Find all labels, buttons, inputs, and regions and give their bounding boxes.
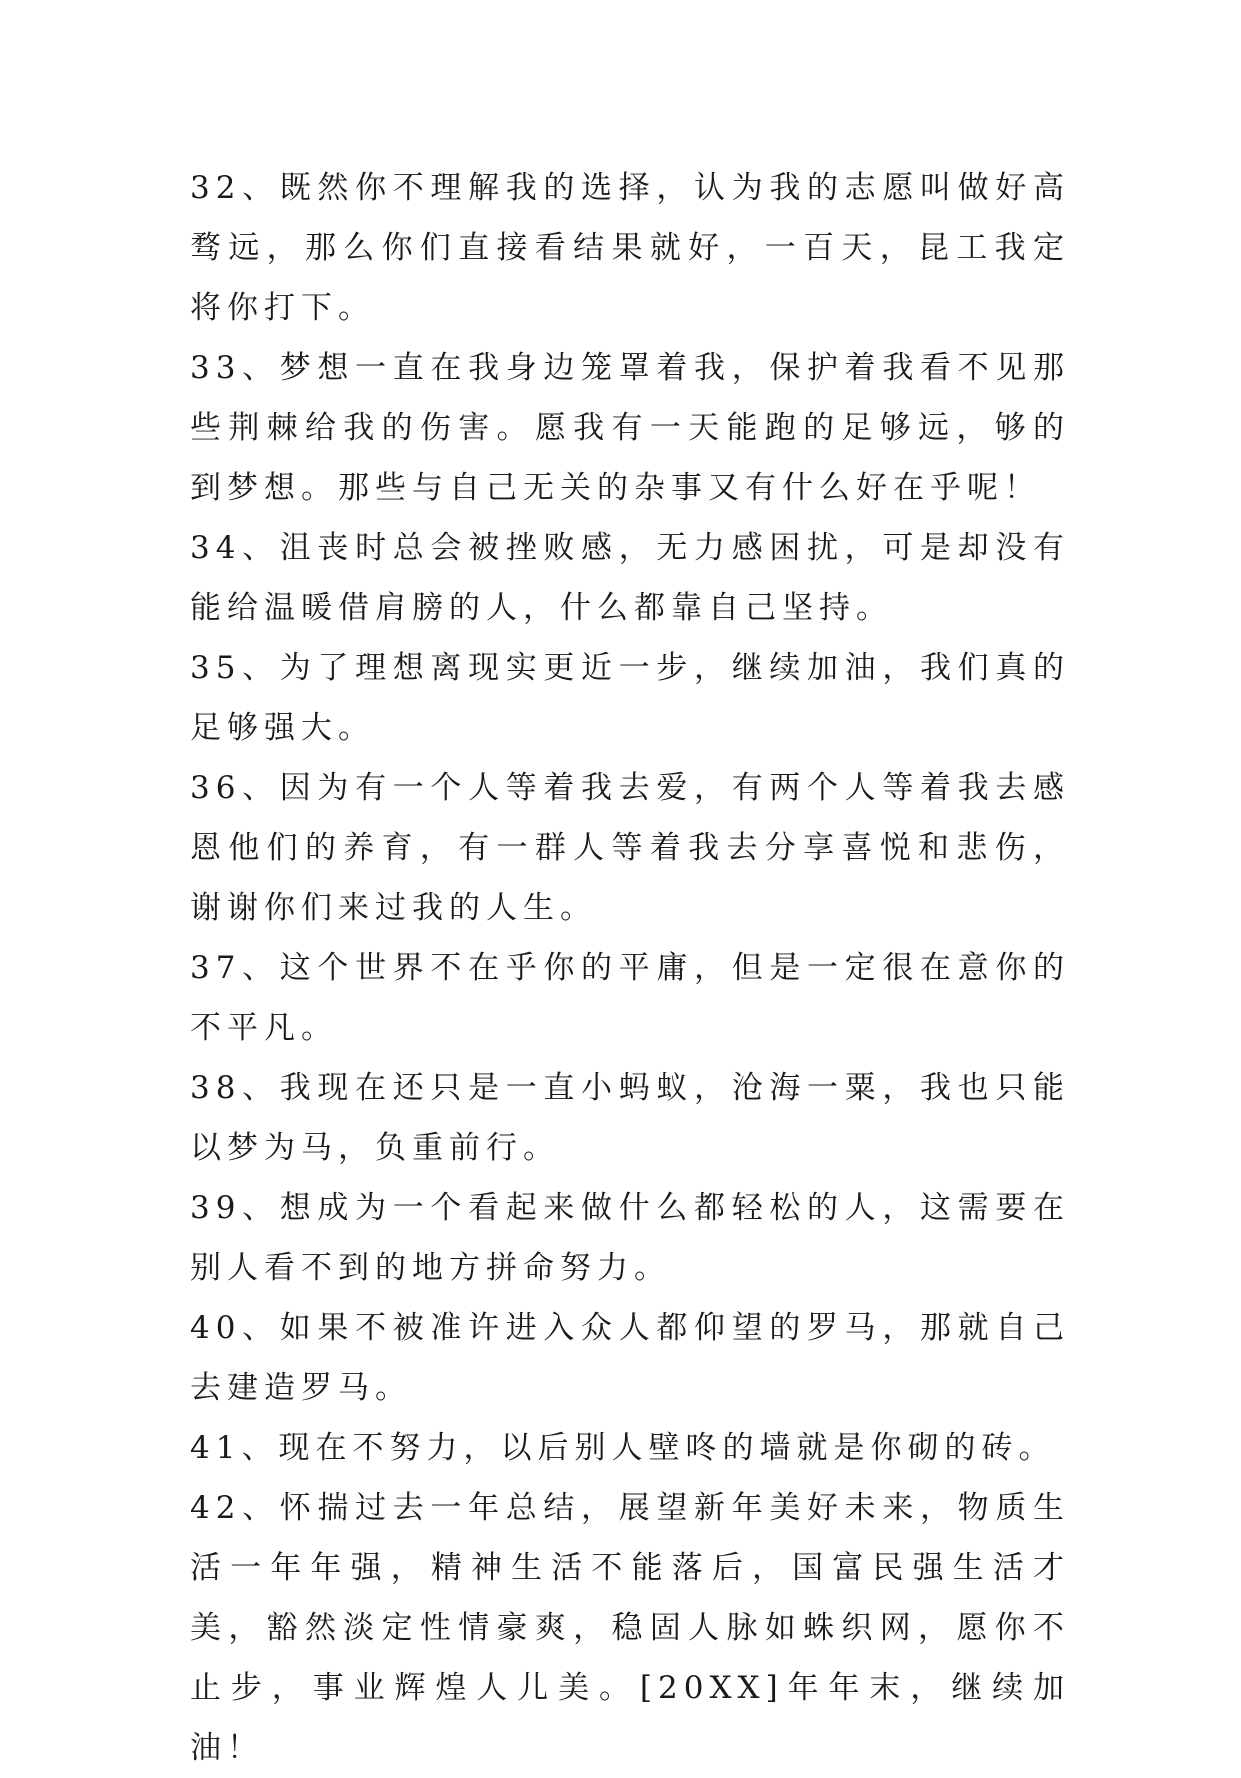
- paragraph-33: 33、梦想一直在我身边笼罩着我，保护着我看不见那些荆棘给我的伤害。愿我有一天能跑的足够远，够的到梦想。那些与自己无关的杂事又有什么好在乎呢！: [190, 350, 1070, 506]
- paragraph-41: 41、现在不努力，以后别人壁咚的墙就是你砌的砖。: [190, 1430, 1056, 1466]
- paragraph-37: 37、这个世界不在乎你的平庸，但是一定很在意你的不平凡。: [190, 950, 1070, 1046]
- paragraph-32: 32、既然你不理解我的选择，认为我的志愿叫做好高骛远，那么你们直接看结果就好，一百天，昆工我定将你打下。: [190, 170, 1070, 326]
- paragraph-42: 42、怀揣过去一年总结，展望新年美好未来，物质生活一年年强，精神生活不能落后，国富民强生活才美，豁然淡定性情豪爽，稳固人脉如蛛织网，愿你不止步，事业辉煌人儿美。[20XX]年年末，继续加油！: [190, 1490, 1070, 1766]
- paragraph-36: 36、因为有一个人等着我去爱，有两个人等着我去感恩他们的养育，有一群人等着我去分享喜悦和悲伤，谢谢你们来过我的人生。: [190, 770, 1070, 926]
- document-body: [190, 158, 1070, 1778]
- paragraph-35: 35、为了理想离现实更近一步，继续加油，我们真的足够强大。: [190, 650, 1070, 746]
- paragraph-39: 39、想成为一个看起来做什么都轻松的人，这需要在别人看不到的地方拼命努力。: [190, 1190, 1070, 1286]
- paragraph-40: 40、如果不被准许进入众人都仰望的罗马，那就自己去建造罗马。: [190, 1310, 1070, 1406]
- paragraph-38: 38、我现在还只是一直小蚂蚁，沧海一粟，我也只能以梦为马，负重前行。: [190, 1070, 1070, 1166]
- paragraph-34: 34、沮丧时总会被挫败感，无力感困扰，可是却没有能给温暖借肩膀的人，什么都靠自己坚持。: [190, 530, 1070, 626]
